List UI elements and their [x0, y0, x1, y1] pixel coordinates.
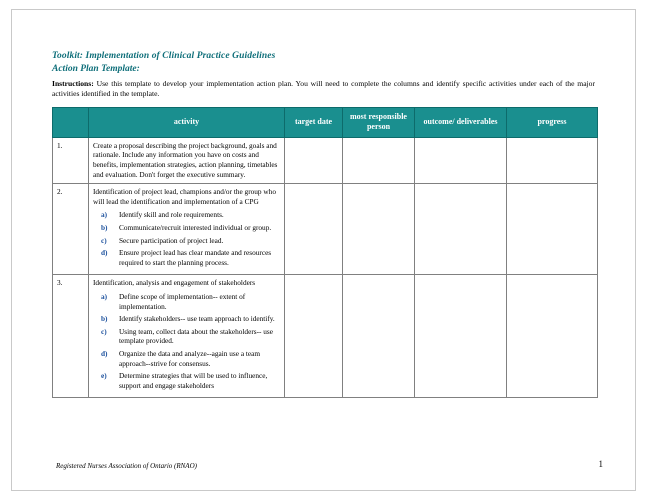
column-header-number	[53, 107, 89, 137]
list-item-letter: e)	[101, 371, 107, 381]
footer-text: Registered Nurses Association of Ontario (RNAO)	[56, 462, 197, 470]
table-row	[53, 184, 598, 275]
document-content	[52, 50, 597, 398]
list-item	[93, 248, 280, 267]
row-target-date[interactable]	[285, 184, 343, 275]
list-item-letter: c)	[101, 326, 107, 336]
row-progress[interactable]	[507, 137, 598, 183]
list-item-letter: b)	[101, 314, 108, 324]
list-item	[93, 314, 280, 324]
table-row	[53, 137, 598, 183]
list-item	[93, 210, 280, 220]
row-activity	[89, 275, 285, 398]
column-header-activity: activity	[89, 107, 285, 137]
row-responsible-person[interactable]	[343, 184, 415, 275]
list-item-letter: d)	[101, 348, 108, 358]
list-item-text: Determine strategies that will be used to influence, support and engage stakeholders	[119, 371, 268, 390]
document-title-line-1: Toolkit: Implementation of Clinical Practice Guidelines	[52, 51, 276, 61]
row-outcome-deliverables[interactable]	[415, 275, 507, 398]
activity-subitem-list	[93, 210, 280, 267]
row-number: 2.	[53, 184, 89, 275]
list-item-text: Organize the data and analyze--again use a team approach--strive for consensus.	[119, 348, 261, 368]
list-item-text: Secure participation of project lead.	[119, 235, 224, 245]
list-item-letter: b)	[101, 222, 108, 232]
list-item-letter: a)	[101, 291, 108, 301]
document-title-line-2: Action Plan Template:	[52, 64, 140, 74]
row-responsible-person[interactable]	[343, 137, 415, 183]
action-plan-table	[52, 107, 598, 398]
instructions-text: Use this template to develop your implementation action plan. You will need to complete the columns and identify specific activities under each of the major activities identified in the template.	[52, 79, 595, 99]
row-responsible-person[interactable]	[343, 275, 415, 398]
list-item	[93, 292, 280, 311]
row-activity	[89, 137, 285, 183]
list-item-letter: a)	[101, 210, 108, 220]
list-item	[93, 236, 280, 246]
row-target-date[interactable]	[285, 137, 343, 183]
list-item-letter: d)	[101, 248, 108, 258]
row-progress[interactable]	[507, 184, 598, 275]
list-item-letter: c)	[101, 235, 107, 245]
list-item	[93, 349, 280, 368]
row-outcome-deliverables[interactable]	[415, 137, 507, 183]
instructions-paragraph	[52, 79, 597, 100]
activity-intro: Identification, analysis and engagement of stakeholders	[93, 278, 256, 288]
column-header-target-date: target date	[285, 107, 343, 137]
column-header-outcome-deliverables: outcome/ deliverables	[415, 107, 507, 137]
list-item-text: Define scope of implementation-- extent of implementation.	[119, 291, 246, 311]
list-item-text: Ensure project lead has clear mandate and resources required to start the planning process.	[119, 248, 272, 267]
column-header-progress: progress	[507, 107, 598, 137]
activity-subitem-list	[93, 292, 280, 390]
list-item	[93, 371, 280, 390]
list-item-text: Identify skill and role requirements.	[119, 210, 224, 220]
list-item-text: Communicate/recruit interested individual or group.	[119, 222, 272, 232]
activity-intro: Create a proposal describing the project background, goals and rationale. Include any information you have on costs and benefits, implementation strategies, action planning, timetables and evaluation. Don't forget the executive summary.	[93, 140, 278, 179]
instructions-label: Instructions:	[52, 79, 94, 88]
table-header-row	[53, 107, 598, 137]
row-progress[interactable]	[507, 275, 598, 398]
row-number: 3.	[53, 275, 89, 398]
row-outcome-deliverables[interactable]	[415, 184, 507, 275]
column-header-most-responsible-person: most responsible person	[343, 107, 415, 137]
row-activity	[89, 184, 285, 275]
list-item	[93, 223, 280, 233]
list-item-text: Using team, collect data about the stakeholders-- use template provided.	[119, 326, 273, 346]
list-item-text: Identify stakeholders-- use team approach to identify.	[119, 314, 275, 324]
list-item	[93, 327, 280, 346]
row-target-date[interactable]	[285, 275, 343, 398]
page-number: 1	[598, 459, 603, 469]
activity-intro: Identification of project lead, champions and/or the group who will lead the identification and implementation of a CPG	[93, 187, 276, 206]
row-number: 1.	[53, 137, 89, 183]
table-row	[53, 275, 598, 398]
